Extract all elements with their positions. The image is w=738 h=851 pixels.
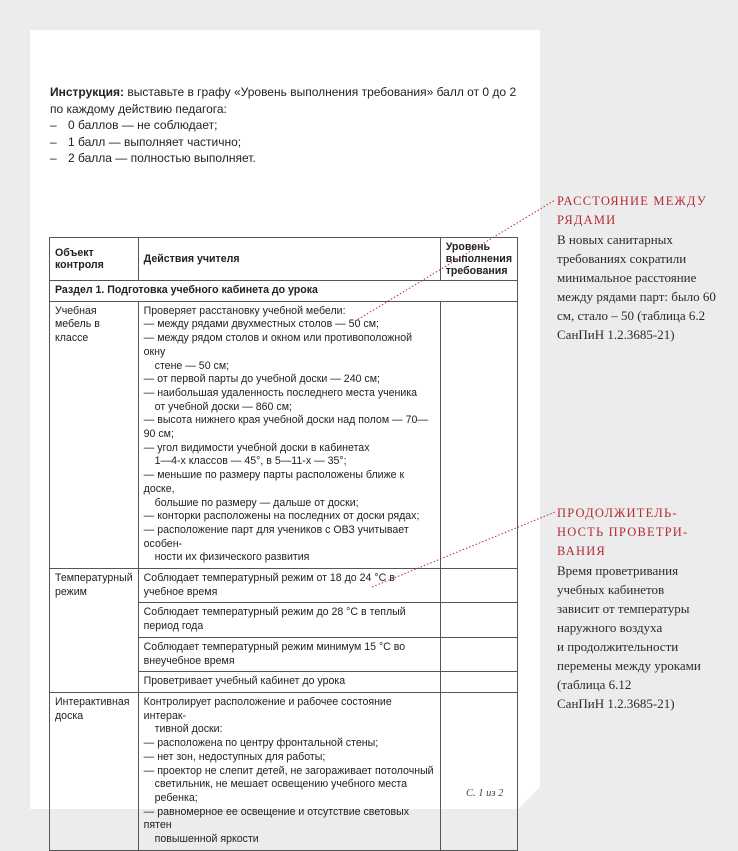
instruction-label: Инструкция: (50, 85, 125, 99)
header-actions: Действия учителя (138, 238, 440, 281)
actions-cell: Проветривает учебный кабинет до урока (138, 672, 440, 693)
object-cell: Температурный режим (50, 569, 139, 693)
header-level: Уровень выполнения требования (440, 238, 517, 281)
actions-cell: Соблюдает температурный режим от 18 до 24 °С в учебное время (138, 569, 440, 603)
note-heading: РАССТОЯНИЕ МЕЖДУ РЯДАМИ (557, 194, 707, 227)
actions-cell: Соблюдает температурный режим до 28 °С в теплый период года (138, 603, 440, 637)
instruction-item: – 1 балл — выполняет частично; (50, 134, 242, 149)
note-heading: ПРОДОЛЖИТЕЛЬ- НОСТЬ ПРОВЕТРИ- ВАНИЯ (557, 506, 689, 558)
instruction-item: – 0 баллов — не соблюдает; (50, 118, 218, 132)
page-number: С. 1 из 2 (466, 788, 504, 799)
instruction-item: – 2 балла — полностью выполняет. (50, 151, 256, 165)
header-object: Объект контроля (50, 238, 139, 281)
actions-cell: Контролирует расположение и рабочее состояние интерак- тивной доски: — расположена по центру фронтальной стены; — нет зон, недоступных для работы; — проектор не слепит детей, не загораживает потолочный светильник, не мешает освещению учебного места ребенка; — равномерное ее освещение и отсутствие световых пятен повышенной яркости (138, 692, 440, 850)
actions-cell: Проверяет расстановку учебной мебели: — между рядами двухместных столов — 50 см; — между рядом столов и окном или противоположной окну стене — 50 см; — от первой парты до учебной доски — 240 см; — наибольшая удаленность последнего места ученика от учебной доски — 860 см; — высота нижнего края учебной доски над полом — 70—90 см; — угол видимости учебной доски в кабинетах 1—4-х классов — 45°, в 5—11-х — 35°; — меньшие по размеру парты расположены ближе к доске, большие по размеру — дальше от доски; — конторки расположены на последних от доски рядах; — расположение парт для учеников с ОВЗ учитывает особен- ности их физического развития (138, 301, 440, 568)
note-body: В новых санитарных требованиях сократили минимальное расстояние между рядами парт: было 60 см, стало – 50 (таблица 6.2 СанПиН 1.2.3685-21) (557, 232, 716, 342)
callout-line-ventilation (372, 512, 555, 587)
object-cell: Учебная мебель в классе (50, 301, 139, 568)
note-body: Время проветривания учебных кабинетов зависит от температуры наружного воздуха и продолжительности перемены между уроками (таблица 6.12 СанПиН 1.2.3685-21) (557, 563, 701, 711)
callout-line-distance (352, 200, 555, 323)
instruction-text: выставьте в графу «Уровень выполнения требования» балл от 0 до 2 по каждому действию педагога: (50, 85, 517, 116)
object-cell: Интерактивная доска (50, 692, 139, 850)
actions-cell: Соблюдает температурный режим минимум 15 °С во внеучебное время (138, 637, 440, 671)
section-title: Раздел 1. Подготовка учебного кабинета до урока (50, 281, 518, 302)
